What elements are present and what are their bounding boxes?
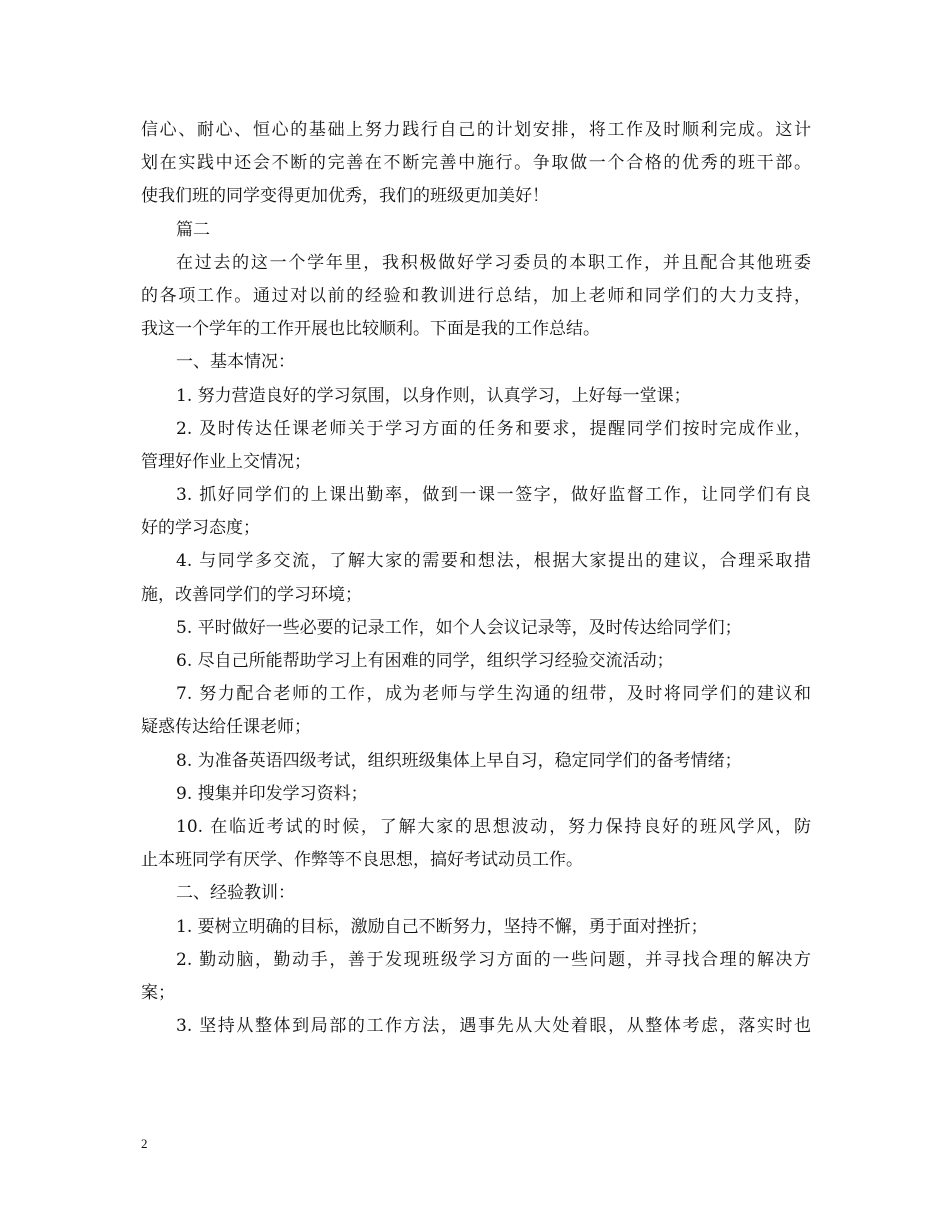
section-heading-part-two: 篇二 (176, 219, 210, 240)
list-item-10-continued: 止本班同学有厌学、作弊等不良思想，搞好考试动员工作。 (141, 850, 583, 871)
list-item-2: 2. 及时传达任课老师关于学习方面的任务和要求，提醒同学们按时完成作业， (176, 418, 811, 439)
text-line-2: 划在实践中还会不断的完善在不断完善中施行。争取做一个合格的优秀的班干部。 (141, 153, 811, 174)
list-item-3: 3. 抓好同学们的上课出勤率，做到一课一签字，做好监督工作，让同学们有良 (176, 485, 811, 506)
list-item-7: 7. 努力配合老师的工作，成为老师与学生沟通的纽带，及时将同学们的建议和 (176, 684, 811, 705)
list-item-9: 9. 搜集并印发学习资料； (176, 783, 368, 804)
lesson-item-2: 2. 勤动脑，勤动手，善于发现班级学习方面的一些问题，并寻找合理的解决方 (176, 949, 811, 970)
text-line-1: 信心、耐心、恒心的基础上努力践行自己的计划安排，将工作及时顺利完成。这计 (141, 120, 811, 140)
list-item-10: 10. 在临近考试的时候，了解大家的思想波动，努力保持良好的班风学风，防 (176, 816, 811, 837)
list-item-2-continued: 管理好作业上交情况； (141, 451, 311, 472)
text-line-5: 在过去的这一个学年里，我积极做好学习委员的本职工作，并且配合其他班委 (176, 252, 811, 273)
list-item-4: 4. 与同学多交流，了解大家的需要和想法，根据大家提出的建议，合理采取措 (176, 551, 811, 572)
list-item-1: 1. 努力营造良好的学习氛围，以身作则，认真学习，上好每一堂课； (176, 385, 691, 406)
lesson-item-3: 3. 坚持从整体到局部的工作方法，遇事先从大处着眼，从整体考虑，落实时也 (176, 1016, 811, 1037)
list-item-7-continued: 疑惑传达给任课老师； (141, 717, 311, 738)
list-item-6: 6. 尽自己所能帮助学习上有困难的同学，组织学习经验交流活动； (176, 651, 674, 671)
subheading-experience-lessons: 二、经验教训： (176, 883, 295, 904)
subheading-basic-situation: 一、基本情况： (176, 352, 295, 373)
list-item-8: 8. 为准备英语四级考试，组织班级集体上早自习，稳定同学们的备考情绪； (176, 750, 742, 771)
list-item-4-continued: 施，改善同学们的学习环境； (141, 584, 362, 605)
text-line-7: 我这一个学年的工作开展也比较顺利。下面是我的工作总结。 (141, 319, 600, 340)
lesson-item-1: 1. 要树立明确的目标，激励自己不断努力，坚持不懈，勇于面对挫折； (176, 916, 708, 937)
text-line-6: 的各项工作。通过对以前的经验和教训进行总结，加上老师和同学们的大力支持， (141, 285, 811, 306)
document-body (141, 114, 811, 1043)
lesson-item-2-continued: 案； (141, 982, 175, 1003)
list-item-5: 5. 平时做好一些必要的记录工作，如个人会议记录等，及时传达给同学们； (176, 617, 742, 638)
list-item-3-continued: 好的学习态度； (141, 518, 260, 539)
text-line-3: 使我们班的同学变得更加优秀，我们的班级更加美好！ (141, 186, 549, 207)
page-number: 2 (141, 1136, 148, 1151)
